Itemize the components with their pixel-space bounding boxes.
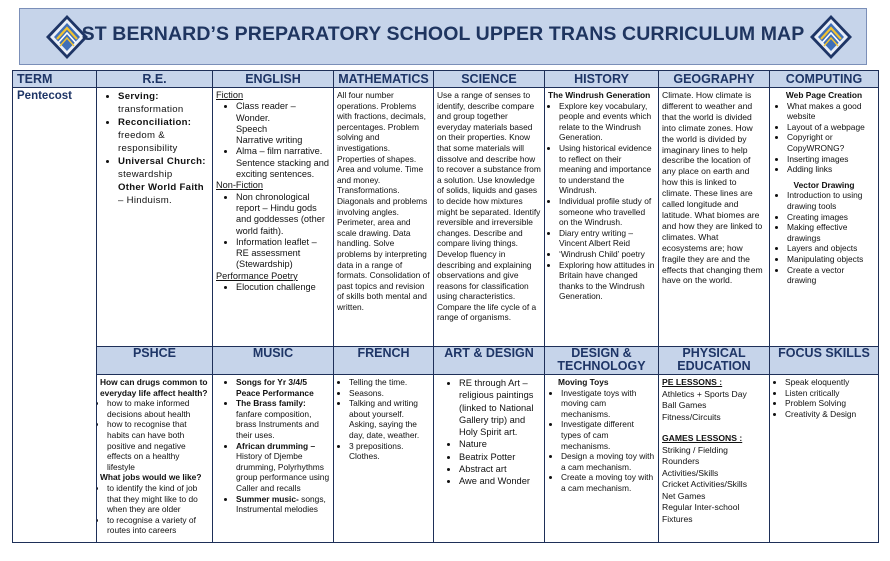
title-banner bbox=[19, 8, 867, 65]
header-row bbox=[13, 71, 879, 88]
header-science: SCIENCE bbox=[434, 71, 545, 88]
re-cell: • Serving: transformation • Reconciliation: freedom & responsibility • Universal Church: stewardship Other World Faith – Hinduism. bbox=[97, 88, 213, 347]
content-row-1 bbox=[13, 88, 879, 347]
dt-cell: Moving Toys • Investigate toys with moving cam mechanisms. • Investigate different types of cam mechanisms. • Design a moving toy with a cam mechanism. • Create a moving toy with a cam mechanism. bbox=[545, 375, 659, 543]
focus-skills-cell: • Speak eloquently • Listen critically • Problem Solving • Creativity & Design bbox=[770, 375, 879, 543]
header-focus: FOCUS SKILLS bbox=[770, 347, 879, 375]
music-cell: • Songs for Yr 3/4/5 Peace Performance • The Brass family: fanfare composition, brass Instruments and their uses. • African drumming – History of Djembe drumming, Polyrhythms group performance using Caller and recalls • Summer music- songs, Instrumental melodies bbox=[213, 375, 334, 543]
header-art: ART & DESIGN bbox=[434, 347, 545, 375]
computing-cell: Web Page Creation • What makes a good website • Layout of a webpage • Copyright or CopyWRONG? • Inserting images • Adding links Vector Drawing • Introduction to using drawing tools • Creating images • Making effective drawings • Layers and objects • Manipulating objects • Create a vector drawing bbox=[770, 88, 879, 347]
english-cell: Fiction • Class reader – Wonder. Speech Narrative writing • Alma – film narrative. Sentence stacking and exciting sentences. Non-Fiction • Non chronological report – Hindu gods and goddesses (other world faith). • Information leaflet – RE assessment (Stewardship) Performance Poetry • Elocution challenge bbox=[213, 88, 334, 347]
header-maths: MATHEMATICS bbox=[334, 71, 434, 88]
art-cell: • RE through Art – religious paintings (linked to National Gallery trip) and Holy Spirit art. • Nature • Beatrix Potter • Abstract art • Awe and Wonder bbox=[434, 375, 545, 543]
header-dt: DESIGN & TECHNOLOGY bbox=[545, 347, 659, 375]
subheader-row bbox=[13, 347, 879, 375]
french-cell: • Telling the time. • Seasons. • Talking and writing about yourself. Asking, saying the day, date, weather. • 3 prepositions. Clothes. bbox=[334, 375, 434, 543]
header-english: ENGLISH bbox=[213, 71, 334, 88]
curriculum-table bbox=[12, 70, 879, 543]
history-cell: The Windrush Generation • Explore key vocabulary, people and events which relate to the Windrush Generation. • Using historical evidence to reflect on their meaning and importance to understand the Windrush. • Individual profile study of someone who travelled on the Windrush. • Diary entry writing – Vincent Albert Reid • ‘Windrush Child’ poetry • Exploring how attitudes in Britain have changed thanks to the Windrush Generation. bbox=[545, 88, 659, 347]
header-re: R.E. bbox=[97, 71, 213, 88]
maths-cell: All four number operations. Problems with fractions, decimals, percentages. Problem solving and investigations. Properties of shapes. Area and volume. Time and money. Transformations. Diagonals and problems involving angles. Perimeter, area and scale drawing. Data handling. Solve problems by interpreting data in a range of formats. Consolidation of past topics and revision of skills both mental and written. bbox=[334, 88, 434, 347]
header-pshce: PSHCE bbox=[97, 347, 213, 375]
pe-cell: PE LESSONS : Athletics + Sports Day Ball Games Fitness/Circuits GAMES LESSONS : Striking / Fielding Rounders Activities/Skills Cricket Activities/Skills Net Games Regular Inter-school Fixtures bbox=[659, 375, 770, 543]
content-row-2 bbox=[13, 375, 879, 543]
page-title: ST BERNARD’S PREPARATORY SCHOOL UPPER TRANS CURRICULUM MAP bbox=[81, 23, 805, 45]
header-pe: PHYSICAL EDUCATION bbox=[659, 347, 770, 375]
school-crest-icon bbox=[809, 14, 853, 60]
header-french: FRENCH bbox=[334, 347, 434, 375]
term-cell: Pentecost bbox=[13, 88, 97, 543]
geography-cell: Climate. How climate is different to weather and that the world is divided into climate zones. How the world is divided by imaginary lines to help describe the location of any place on earth and how this is linked to climate. These lines are called longitude and latitude. What biomes are and how they are linked to climates. What ecosystems are; how fragile they are and the effects that changing them have on the world. bbox=[659, 88, 770, 347]
science-cell: Use a range of senses to identify, describe compare and group together everyday materials based on their properties. Know that some materials will dissolve and describe how to recover a substance from a solution. Use knowledge of solids, liquids and gases to decide how mixtures might be separated. Identify reversible and irreversible changes. Describe and compare living things. Develop fluency in describing and explaining observations and give reasons for classification using characteristics. Compare the life cycle of a range of organisms. bbox=[434, 88, 545, 347]
pshce-cell: How can drugs common to everyday life affect health? • how to make informed decisions about health • how to recognise that habits can have both positive and negative effects on a healthy lifestyle What jobs would we like? • to identify the kind of job that they might like to do when they are older • to recognise a variety of routes into careers bbox=[97, 375, 213, 543]
header-geography: GEOGRAPHY bbox=[659, 71, 770, 88]
header-term: TERM bbox=[13, 71, 97, 88]
header-music: MUSIC bbox=[213, 347, 334, 375]
header-computing: COMPUTING bbox=[770, 71, 879, 88]
header-history: HISTORY bbox=[545, 71, 659, 88]
